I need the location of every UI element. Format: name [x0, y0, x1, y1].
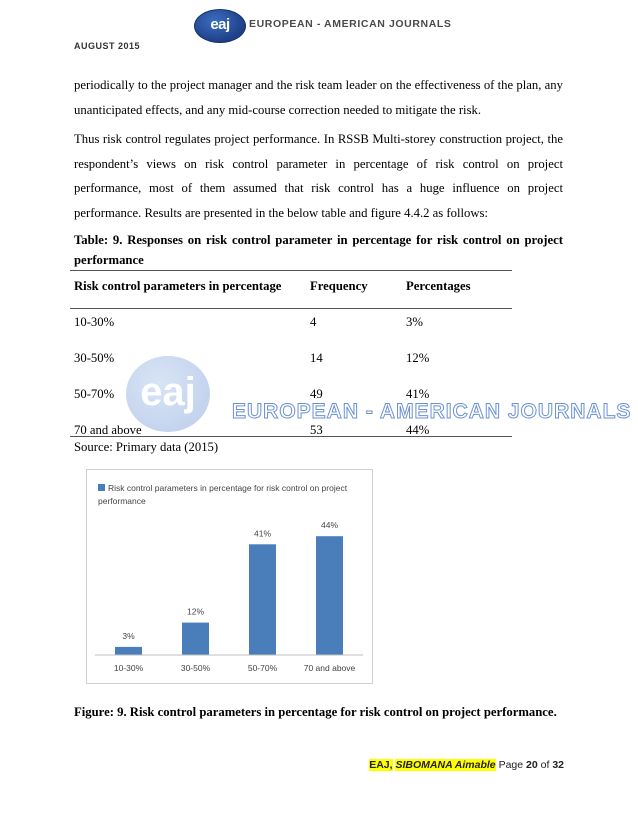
table-row	[70, 342, 512, 378]
data-label: 3%	[122, 630, 135, 641]
cell-percentage: 41%	[406, 387, 430, 401]
cell-percentage: 12%	[406, 351, 430, 365]
journal-name: EUROPEAN - AMERICAN JOURNALS	[249, 18, 452, 30]
cell-parameter: 50-70%	[74, 387, 115, 401]
data-label: 44%	[320, 520, 339, 531]
paragraph-1: periodically to the project manager and the risk team leader on the effectiveness of the plan, any unanticipated effects, and any mid-course correction needed to mitigate the risk.	[74, 78, 563, 117]
footer-author: SIBOMANA Aimable	[395, 759, 496, 771]
cell-parameter: 10-30%	[74, 315, 115, 329]
cell-percentage: 3%	[406, 315, 423, 329]
cell-percentage: 44%	[406, 423, 430, 437]
x-tick-label: 70 and above	[303, 663, 356, 673]
header-cell-parameter: Risk control parameters in percentage	[74, 279, 282, 293]
table-caption: Table: 9. Responses on risk control parameter in percentage for risk control on project performance	[74, 233, 563, 267]
table-row	[70, 378, 512, 414]
cell-parameter: 70 and above	[74, 423, 142, 437]
bar-4	[316, 536, 343, 655]
bar-chart	[86, 469, 373, 684]
legend-label: Risk control parameters in percentage for risk control on project performance	[98, 483, 348, 506]
cell-frequency: 53	[310, 423, 323, 437]
journal-logo	[194, 9, 246, 43]
bar-2	[182, 623, 209, 655]
table-row	[70, 306, 512, 342]
page-footer	[369, 759, 564, 771]
watermark-text: EUROPEAN - AMERICAN JOURNALS	[232, 400, 632, 423]
cell-parameter: 30-50%	[74, 351, 115, 365]
table-source: Source: Primary data (2015)	[74, 440, 219, 454]
cell-frequency: 49	[310, 387, 323, 401]
table-bottom-rule	[70, 436, 512, 437]
footer-total-pages: 32	[552, 759, 564, 771]
table-header-row	[70, 270, 512, 306]
footer-journal: EAJ,	[369, 759, 393, 771]
paragraph-2: Thus risk control regulates project performance. In RSSB Multi-storey construction project, the respondent’s views on risk control parameter in percentage of risk control on project performance, most of them assumed that risk control has a huge influence on project performance. Results are presented in the below table and figure 4.4.2 as follows:	[74, 132, 563, 220]
cell-frequency: 4	[310, 315, 317, 329]
footer-page-number: 20	[526, 759, 538, 771]
bar-3	[249, 544, 276, 655]
header-date: AUGUST 2015	[74, 41, 141, 51]
chart-plot	[87, 470, 372, 683]
figure-caption: Figure: 9. Risk control parameters in percentage for risk control on project performance.	[74, 705, 557, 719]
x-tick-label: 30-50%	[180, 663, 211, 673]
watermark-logo-mark: eaj	[140, 370, 196, 414]
footer-of-label: of	[540, 759, 550, 771]
bar-1	[115, 647, 142, 655]
header-cell-percentages: Percentages	[406, 279, 471, 293]
logo-mark: eaj	[210, 16, 230, 33]
data-label: 12%	[186, 606, 205, 617]
x-tick-label: 50-70%	[247, 663, 278, 673]
footer-page-label: Page	[498, 759, 524, 771]
header-cell-frequency: Frequency	[310, 279, 368, 293]
data-table	[70, 270, 512, 450]
x-tick-label: 10-30%	[113, 663, 144, 673]
data-label: 41%	[253, 528, 272, 539]
cell-frequency: 14	[310, 351, 323, 365]
